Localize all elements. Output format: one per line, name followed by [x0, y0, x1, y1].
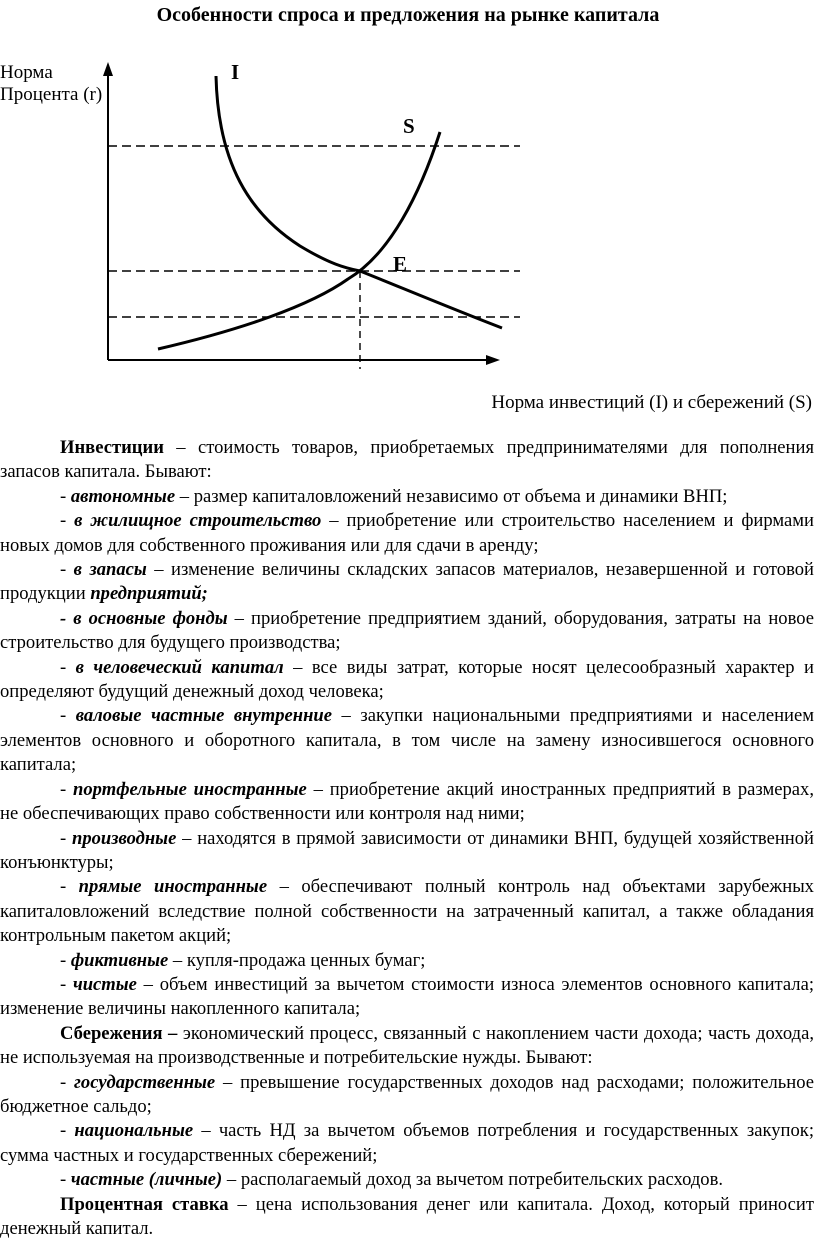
item-term: автономные	[70, 485, 176, 507]
supply-demand-graph	[0, 44, 816, 424]
item-prefix: -	[60, 485, 71, 507]
item-prefix: -	[60, 656, 76, 678]
item-term: национальные	[74, 1120, 194, 1142]
item-prefix: -	[60, 827, 72, 849]
list-item	[0, 704, 814, 777]
item-term: в человеческий капитал	[75, 656, 284, 678]
item-text: – приобретение или строительство населением и фирмами новых домов для собственного проживания или для сдачи в аренду;	[0, 510, 814, 556]
savings-definition	[0, 1022, 814, 1071]
item-term: частные (личные)	[70, 1169, 223, 1191]
item-text: – изменение величины складских запасов материалов, незавершенной и готовой продукции	[0, 559, 814, 605]
x-axis-label: Норма инвестиций (I) и сбережений (S)	[491, 392, 812, 413]
item-text: – обеспечивают полный контроль над объектами зарубежных капиталовложений вследствие полной собственности на затраченный капитал, а также обладания контрольным пакетом акций;	[0, 876, 814, 947]
item-prefix: -	[60, 1120, 75, 1142]
list-item	[0, 656, 814, 705]
list-item	[0, 875, 814, 948]
item-term: чистые	[72, 973, 137, 995]
investment-curve-label: I	[231, 60, 240, 84]
savings-curve-label: S	[403, 114, 415, 138]
item-term: фиктивные	[70, 949, 169, 971]
definition: – стоимость товаров, приобретаемых предпринимателями для пополнения запасов капитала. Бывают:	[0, 437, 814, 483]
y-axis-label-line2: Процента (r)	[0, 84, 103, 105]
item-prefix: -	[60, 510, 75, 532]
equilibrium-label: E	[393, 252, 408, 276]
list-item	[0, 1071, 814, 1120]
list-item	[0, 607, 814, 656]
list-item	[0, 1168, 814, 1192]
item-term: портфельные иностранные	[73, 778, 307, 800]
graph-canvas	[0, 44, 816, 424]
x-axis-arrow	[486, 355, 500, 365]
list-item	[0, 558, 814, 607]
item-prefix: -	[60, 1071, 75, 1093]
item-term: валовые частные внутренние	[75, 705, 332, 727]
item-text: – превышение государственных доходов над расходами; положительное бюджетное сальдо;	[0, 1071, 814, 1117]
item-text: – размер капиталовложений независимо от объема и динамики ВНП;	[175, 485, 728, 507]
list-item	[0, 973, 814, 1022]
definition: – цена использования денег или капитала. Доход, который приносит денежный капитал.	[0, 1193, 814, 1239]
term: Инвестиции	[60, 437, 164, 458]
investment-curve	[216, 76, 502, 328]
item-text: – приобретение предприятием зданий, оборудования, затраты на новое строительство для будущего производства;	[0, 607, 815, 654]
definition: экономический процесс, связанный с накоплением части дохода; часть дохода, не используемая на производственные и потребительские нужды. Бывают:	[0, 1022, 814, 1069]
item-term: - в основные фонды	[60, 607, 228, 629]
list-item	[0, 485, 814, 509]
item-text: – закупки национальными предприятиями и населением элементов основного и оборотного капитала, в том числе на замену износившегося основного капитала;	[0, 705, 814, 776]
item-prefix: -	[60, 705, 76, 727]
body-text	[0, 436, 814, 1241]
y-axis-label	[0, 62, 102, 106]
item-text: – объем инвестиций за вычетом стоимости износа элементов основного капитала; изменение величины накопленного капитала;	[0, 973, 814, 1020]
item-term: в запасы	[73, 559, 147, 581]
item-text: – располагаемый доход за вычетом потребительских расходов.	[222, 1169, 724, 1191]
item-text: – все виды затрат, которые носят целесообразный характер и определяют будущий денежный доход человека;	[0, 656, 814, 703]
item-prefix: -	[60, 1169, 71, 1191]
list-item	[0, 509, 814, 558]
list-item	[0, 1119, 814, 1168]
item-prefix: -	[60, 949, 71, 971]
item-prefix: -	[60, 973, 73, 995]
investments-definition	[0, 436, 814, 485]
item-prefix: -	[60, 876, 79, 898]
item-tail-term: предприятий;	[90, 583, 208, 605]
list-item	[0, 778, 814, 827]
term: Процентная ставка	[60, 1193, 229, 1215]
item-text: – находятся в прямой зависимости от динамики ВНП, будущей хозяйственной конъюнктуры;	[0, 827, 814, 873]
page-title: Особенности спроса и предложения на рынке капитала	[156, 4, 660, 26]
term: Сбережения –	[60, 1022, 178, 1044]
list-item	[0, 827, 814, 876]
y-axis-label-line1: Норма	[0, 62, 53, 83]
list-item	[0, 949, 814, 973]
item-term: в жилищное строительство	[74, 510, 322, 532]
item-text: – часть НД за вычетом объемов потребления и государственных закупок; сумма частных и государственных сбережений;	[0, 1120, 814, 1166]
item-text: – приобретение акций иностранных предприятий в размерах, не обеспечивающих право собственности или контроля над ними;	[0, 778, 815, 825]
item-term: государственные	[74, 1071, 216, 1093]
y-axis-arrow	[103, 62, 113, 76]
item-prefix: -	[60, 778, 74, 800]
item-term: прямые иностранные	[78, 876, 268, 898]
item-text: – купля-продажа ценных бумаг;	[168, 949, 426, 971]
item-prefix: -	[60, 559, 74, 581]
item-term: производные	[71, 827, 177, 849]
